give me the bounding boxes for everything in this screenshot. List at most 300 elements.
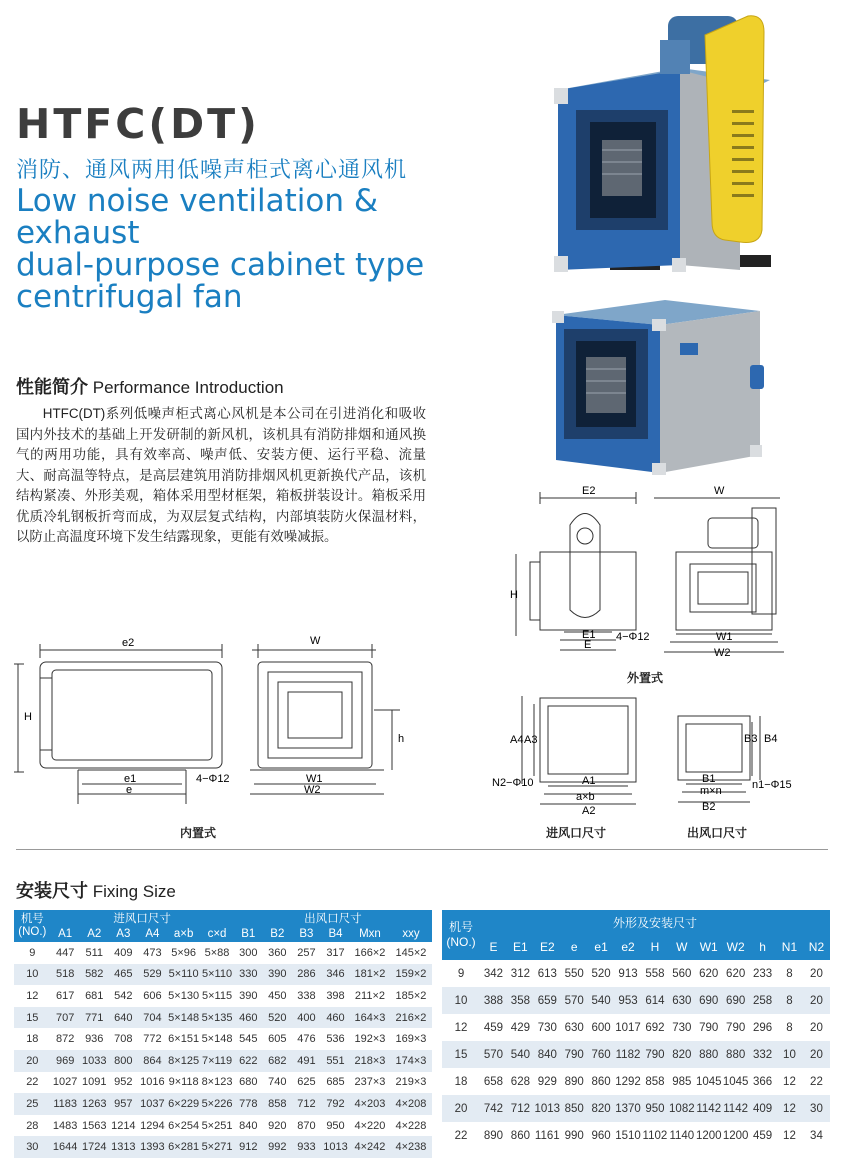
- table-cell: 30: [14, 1136, 51, 1158]
- table-row: [442, 1014, 830, 1041]
- table1-col-header: B3: [292, 926, 321, 942]
- table-cell: 22: [454, 1129, 468, 1142]
- table-cell: 20: [803, 987, 830, 1014]
- table-cell: 400: [292, 1007, 321, 1029]
- table-cell: 740: [268, 1076, 287, 1089]
- label-hole: 4−Φ12: [196, 773, 230, 785]
- table-cell: 169×3: [395, 1033, 427, 1046]
- table-row: [442, 1095, 830, 1122]
- label-A2: A2: [582, 805, 596, 817]
- table-cell: 558: [645, 967, 665, 980]
- table2-col-header: W1: [695, 934, 722, 960]
- table-cell: 520: [591, 967, 611, 980]
- label-W-ext: W: [714, 485, 725, 497]
- table2-col-header: H: [641, 934, 668, 960]
- fan-photo-2: [550, 295, 770, 480]
- table-cell: 712: [292, 1093, 321, 1115]
- table-cell: 792: [321, 1093, 350, 1115]
- table1-col-header: c×d: [200, 926, 233, 942]
- table-cell: 1140: [669, 1129, 695, 1142]
- table2-outline-group: 外形及安装尺寸: [480, 910, 830, 934]
- label-mxn: m×n: [700, 785, 722, 797]
- performance-heading: [16, 373, 284, 399]
- table-cell: 9: [457, 967, 465, 980]
- table-cell: 164×3: [350, 1007, 390, 1029]
- table-cell: 1393: [138, 1136, 167, 1158]
- table1-col-header: B4: [321, 926, 350, 942]
- table-cell: 447: [55, 946, 75, 959]
- table-cell: 409: [749, 1095, 776, 1122]
- table-cell: 8: [786, 1021, 793, 1034]
- table-row: [14, 1072, 432, 1094]
- table-cell: 872: [55, 1033, 75, 1046]
- table-cell: 9: [29, 946, 36, 959]
- label-W1-ext: W1: [716, 631, 733, 643]
- table-row: [442, 987, 830, 1014]
- table-cell: 540: [588, 987, 615, 1014]
- table-cell: 181×2: [350, 964, 390, 986]
- table-cell: 258: [749, 987, 776, 1014]
- table1-col-header: A2: [80, 926, 109, 942]
- table-cell: 620: [726, 967, 746, 980]
- table-row: [442, 960, 830, 987]
- label-E: E: [584, 639, 592, 651]
- table-cell: 957: [109, 1093, 138, 1115]
- table-cell: 985: [672, 1075, 692, 1088]
- title-cn: 消防、通风两用低噪声柜式离心通风机: [16, 157, 408, 182]
- table-cell: 520: [263, 1007, 292, 1029]
- table-cell: 9×118: [168, 1076, 199, 1089]
- table-cell: 682: [263, 1050, 292, 1072]
- table-cell: 820: [588, 1095, 615, 1122]
- table-cell: 969: [51, 1050, 80, 1072]
- table-cell: 1644: [51, 1136, 80, 1158]
- table-cell: 950: [641, 1095, 668, 1122]
- table-cell: 5×110: [167, 964, 200, 986]
- table-cell: 730: [672, 1021, 692, 1034]
- table-cell: 8×123: [201, 1076, 233, 1089]
- table-cell: 1200: [695, 1129, 722, 1142]
- table-cell: 880: [695, 1041, 722, 1068]
- table-cell: 192×3: [354, 1033, 386, 1046]
- table-cell: 890: [564, 1075, 584, 1088]
- table-cell: 5×226: [200, 1093, 233, 1115]
- table-cell: 18: [26, 1033, 39, 1046]
- table-cell: 460: [234, 1007, 263, 1029]
- table-cell: 6×151: [168, 1033, 200, 1046]
- table-cell: 790: [699, 1021, 719, 1034]
- table1-no-label-cn: 机号: [20, 913, 44, 925]
- table1-col-header: xxy: [390, 926, 432, 942]
- table-cell: 459: [752, 1129, 773, 1142]
- outlet-caption: 出风口尺寸: [687, 826, 748, 840]
- table-cell: 860: [510, 1129, 530, 1142]
- performance-heading-en: Performance Introduction: [92, 378, 284, 397]
- table-cell: 730: [537, 1021, 557, 1034]
- table-cell: 218×3: [350, 1050, 390, 1072]
- table1-col-header: a×b: [167, 926, 200, 942]
- table-cell: 640: [109, 1007, 138, 1029]
- table-cell: 630: [564, 1021, 584, 1034]
- table-cell: 992: [263, 1136, 292, 1158]
- table-cell: 15: [14, 1007, 51, 1029]
- table-cell: 1214: [111, 1119, 136, 1132]
- table-cell: 613: [537, 967, 557, 980]
- model-title: HTFC(DT): [16, 100, 260, 148]
- table-cell: 704: [138, 1007, 167, 1029]
- label-W2-ext: W2: [714, 647, 731, 659]
- table-cell: 771: [80, 1007, 109, 1029]
- table-cell: 159×2: [390, 964, 432, 986]
- table-cell: 1313: [109, 1136, 138, 1158]
- table-cell: 617: [55, 989, 75, 1002]
- table-cell: 778: [234, 1093, 263, 1115]
- table-cell: 1102: [642, 1129, 668, 1142]
- table-row: [442, 1122, 830, 1149]
- table-cell: 840: [534, 1041, 561, 1068]
- table-row: [14, 985, 432, 1007]
- table-cell: 772: [143, 1033, 162, 1046]
- table-cell: 790: [726, 1021, 746, 1034]
- table-cell: 622: [234, 1050, 263, 1072]
- table-cell: 211×2: [354, 989, 385, 1002]
- inlet-outlet-table: [14, 910, 432, 1158]
- table-cell: 398: [326, 989, 345, 1002]
- table-cell: 6×254: [168, 1119, 200, 1132]
- table-cell: 12: [783, 1129, 796, 1142]
- table-cell: 1037: [138, 1093, 167, 1115]
- table-cell: 22: [810, 1075, 823, 1088]
- table-cell: 708: [114, 1033, 133, 1046]
- table2-col-header: E1: [507, 934, 534, 960]
- table-row: [14, 1050, 432, 1072]
- table-cell: 296: [752, 1021, 773, 1034]
- label-W1: W1: [306, 773, 323, 785]
- table-cell: 630: [668, 987, 695, 1014]
- table2-no-label: (NO.): [446, 935, 476, 949]
- table-cell: 1091: [82, 1076, 107, 1089]
- external-diagram: [490, 480, 800, 665]
- table-cell: 860: [591, 1075, 611, 1088]
- label-B2: B2: [702, 801, 716, 813]
- table-cell: 4×242: [350, 1136, 390, 1158]
- table2-col-header: e2: [615, 934, 642, 960]
- table2-col-header: h: [749, 934, 776, 960]
- fixing-heading-en: Fixing Size: [92, 882, 176, 901]
- label-n1: n1−Φ15: [752, 779, 792, 791]
- table-cell: 346: [321, 964, 350, 986]
- label-A3: A3: [524, 734, 538, 746]
- table-cell: 685: [326, 1076, 345, 1089]
- table-cell: 7×119: [200, 1050, 233, 1072]
- table-cell: 338: [297, 989, 316, 1002]
- table-cell: 1027: [52, 1076, 78, 1089]
- table-cell: 15: [442, 1041, 480, 1068]
- table-cell: 1013: [534, 1095, 561, 1122]
- table-cell: 936: [85, 1033, 104, 1046]
- table-cell: 712: [507, 1095, 534, 1122]
- table-row: [14, 964, 432, 986]
- table-cell: 600: [591, 1021, 611, 1034]
- table-cell: 960: [591, 1129, 611, 1142]
- table-cell: 8×125: [167, 1050, 200, 1072]
- table-cell: 300: [239, 946, 258, 959]
- label-B1: B1: [702, 773, 716, 785]
- table-cell: 6×281: [167, 1136, 200, 1158]
- label-h: h: [398, 733, 405, 745]
- table-cell: 864: [138, 1050, 167, 1072]
- table-cell: 12: [783, 1075, 796, 1088]
- table-cell: 742: [480, 1095, 507, 1122]
- table1-col-header: B2: [263, 926, 292, 942]
- table-cell: 540: [507, 1041, 534, 1068]
- label-H: H: [24, 711, 32, 723]
- table-cell: 790: [561, 1041, 588, 1068]
- table-cell: 18: [454, 1075, 468, 1088]
- table-cell: 1292: [615, 1075, 641, 1088]
- table-cell: 1183: [51, 1093, 80, 1115]
- table-cell: 1483: [52, 1119, 78, 1132]
- internal-caption: 内置式: [180, 826, 217, 840]
- label-A1: A1: [582, 775, 596, 787]
- table-cell: 20: [803, 1041, 830, 1068]
- label-B3: B3: [744, 733, 758, 745]
- performance-heading-cn: 性能简介: [16, 377, 88, 397]
- table-cell: 690: [722, 987, 749, 1014]
- table-cell: 28: [26, 1119, 39, 1132]
- table-cell: 920: [268, 1119, 287, 1132]
- outline-table: [442, 910, 830, 1149]
- table-cell: 880: [722, 1041, 749, 1068]
- table-cell: 460: [321, 1007, 350, 1029]
- table-cell: 20: [810, 967, 823, 980]
- table-cell: 1510: [615, 1129, 641, 1142]
- table-cell: 450: [268, 989, 287, 1002]
- table-row: [14, 1007, 432, 1029]
- table1-col-header: A4: [138, 926, 167, 942]
- table-cell: 4×228: [395, 1119, 427, 1132]
- table-cell: 800: [109, 1050, 138, 1072]
- table2-no-label-cn: 机号: [449, 920, 474, 934]
- table2-col-header: N1: [776, 934, 803, 960]
- table-cell: 659: [534, 987, 561, 1014]
- label-B4: B4: [764, 733, 778, 745]
- title-en: [16, 185, 506, 313]
- table-cell: 542: [114, 989, 133, 1002]
- table-row: [14, 1115, 432, 1137]
- table-cell: 1013: [321, 1136, 350, 1158]
- table-cell: 5×148: [201, 1033, 233, 1046]
- table-cell: 317: [326, 946, 345, 959]
- table-cell: 1724: [80, 1136, 109, 1158]
- table-cell: 10: [776, 1041, 803, 1068]
- table-cell: 606: [143, 989, 162, 1002]
- internal-diagram: [14, 630, 414, 830]
- table-cell: 913: [618, 967, 638, 980]
- table1-inlet-group: 进风口尺寸: [51, 910, 234, 926]
- title-en-line: Low noise ventilation & exhaust: [16, 183, 379, 251]
- table-cell: 1294: [140, 1119, 165, 1132]
- table-cell: 4×238: [390, 1136, 432, 1158]
- table-cell: 5×148: [167, 1007, 200, 1029]
- table-cell: 614: [641, 987, 668, 1014]
- table-cell: 545: [239, 1033, 258, 1046]
- table-cell: 680: [239, 1076, 258, 1089]
- label-hole2: 4−Φ12: [616, 631, 650, 643]
- table-cell: 5×251: [201, 1119, 233, 1132]
- table-cell: 5×135: [200, 1007, 233, 1029]
- table-cell: 5×96: [171, 946, 197, 959]
- table-cell: 1017: [615, 1021, 641, 1034]
- table-cell: 551: [321, 1050, 350, 1072]
- fan-photo-1: [550, 10, 790, 280]
- table-cell: 1082: [668, 1095, 695, 1122]
- table-cell: 459: [483, 1021, 504, 1034]
- table-cell: 858: [263, 1093, 292, 1115]
- table-cell: 952: [114, 1076, 133, 1089]
- table1-outlet-group: 出风口尺寸: [234, 910, 432, 926]
- label-N2: N2−Φ10: [492, 777, 534, 789]
- table-cell: 476: [297, 1033, 316, 1046]
- table-cell: 20: [442, 1095, 480, 1122]
- table1-col-header: A1: [51, 926, 80, 942]
- table-row: [442, 1041, 830, 1068]
- table-cell: 690: [695, 987, 722, 1014]
- table-cell: 790: [641, 1041, 668, 1068]
- table-cell: 536: [326, 1033, 345, 1046]
- external-caption: 外置式: [627, 671, 664, 685]
- table1-no-label: (NO.): [18, 926, 47, 938]
- table-cell: 185×2: [395, 989, 427, 1002]
- table-cell: 330: [234, 964, 263, 986]
- table-cell: 12: [454, 1021, 468, 1034]
- table1-no-header: [14, 910, 51, 942]
- table-row: [14, 1136, 432, 1158]
- table-cell: 4×208: [390, 1093, 432, 1115]
- table2-col-header: W2: [722, 934, 749, 960]
- table-cell: 388: [480, 987, 507, 1014]
- table-cell: 953: [615, 987, 642, 1014]
- table-cell: 10: [442, 987, 480, 1014]
- table-cell: 237×3: [354, 1076, 386, 1089]
- table-cell: 550: [564, 967, 584, 980]
- table2-col-header: e: [561, 934, 588, 960]
- table-cell: 286: [292, 964, 321, 986]
- table-cell: 850: [561, 1095, 588, 1122]
- table-cell: 760: [588, 1041, 615, 1068]
- table-cell: 8: [776, 987, 803, 1014]
- table2-no-header: [442, 910, 480, 960]
- inlet-outlet-diagram: [490, 688, 810, 818]
- table1-col-header: B1: [234, 926, 263, 942]
- table-cell: 1563: [82, 1119, 107, 1132]
- table2-col-header: N2: [803, 934, 830, 960]
- table-cell: 840: [239, 1119, 258, 1132]
- table-cell: 1045: [695, 1075, 722, 1088]
- inlet-caption: 进风口尺寸: [546, 826, 607, 840]
- table-cell: 5×88: [204, 946, 230, 959]
- table-cell: 870: [297, 1119, 316, 1132]
- table-cell: 20: [810, 1021, 823, 1034]
- table-cell: 390: [263, 964, 292, 986]
- table1-col-header: A3: [109, 926, 138, 942]
- fixing-heading: [16, 877, 176, 903]
- table-cell: 366: [752, 1075, 773, 1088]
- label-E2: E2: [582, 485, 596, 497]
- table-cell: 342: [483, 967, 504, 980]
- table-cell: 10: [14, 964, 51, 986]
- label-W2: W2: [304, 784, 321, 796]
- table-cell: 933: [292, 1136, 321, 1158]
- label-H-ext: H: [510, 589, 518, 601]
- table-row: [442, 1068, 830, 1095]
- title-en-line: centrifugal fan: [16, 279, 243, 315]
- table-cell: 358: [507, 987, 534, 1014]
- table-cell: 174×3: [390, 1050, 432, 1072]
- table-cell: 570: [561, 987, 588, 1014]
- label-axb: a×b: [576, 791, 595, 803]
- table-cell: 25: [14, 1093, 51, 1115]
- table-cell: 582: [80, 964, 109, 986]
- table-cell: 858: [645, 1075, 665, 1088]
- table-cell: 529: [138, 964, 167, 986]
- performance-body: HTFC(DT)系列低噪声柜式离心风机是本公司在引进消化和吸收国内外技术的基础上开发研制的新风机，该机具有消防排烟和通风换气的两用功能，具有效率高、噪声低、安装方便、运行平稳、流量大、耐高温等特点，是高层建筑用消防排烟风机更新换代产品，该机结构紧凑、外形美观，箱体采用型材框架，箱板拼装设计。箱板采用优质冷轧钢板折弯而成，为双层复式结构，内部填装防火保温材料，以防止高温度环境下发生结露现象，更能有效噪减振。: [16, 406, 426, 544]
- table-cell: 12: [26, 989, 39, 1002]
- table-cell: 605: [268, 1033, 287, 1046]
- table-cell: 233: [752, 967, 773, 980]
- table-cell: 570: [480, 1041, 507, 1068]
- table2-col-header: E2: [534, 934, 561, 960]
- table-cell: 912: [234, 1136, 263, 1158]
- table-cell: 1045: [722, 1075, 749, 1088]
- table-cell: 491: [292, 1050, 321, 1072]
- table-cell: 5×130: [168, 989, 200, 1002]
- label-e1: e1: [124, 773, 137, 785]
- fixing-heading-cn: 安装尺寸: [16, 881, 88, 901]
- table-cell: 257: [297, 946, 316, 959]
- table-cell: 950: [326, 1119, 345, 1132]
- table-cell: 34: [810, 1129, 823, 1142]
- table-cell: 6×229: [167, 1093, 200, 1115]
- table-cell: 429: [510, 1021, 530, 1034]
- table-cell: 681: [85, 989, 104, 1002]
- table-cell: 1142: [722, 1095, 749, 1122]
- table-cell: 628: [510, 1075, 530, 1088]
- table-cell: 518: [51, 964, 80, 986]
- table-cell: 12: [776, 1095, 803, 1122]
- table-cell: 560: [672, 967, 692, 980]
- table-cell: 658: [483, 1075, 504, 1088]
- table-cell: 1161: [534, 1129, 560, 1142]
- table-cell: 1033: [80, 1050, 109, 1072]
- table-cell: 929: [537, 1075, 557, 1088]
- table-cell: 890: [483, 1129, 504, 1142]
- table-cell: 5×110: [200, 964, 233, 986]
- table-cell: 1016: [140, 1076, 165, 1089]
- table-cell: 22: [26, 1076, 39, 1089]
- table-cell: 216×2: [390, 1007, 432, 1029]
- label-e2: e2: [122, 637, 135, 649]
- table-row: [14, 1028, 432, 1050]
- table-cell: 390: [239, 989, 258, 1002]
- table-cell: 990: [564, 1129, 584, 1142]
- table-cell: 620: [699, 967, 719, 980]
- table-cell: 30: [803, 1095, 830, 1122]
- label-W: W: [310, 635, 321, 647]
- table-cell: 4×203: [350, 1093, 390, 1115]
- table-row: [14, 1093, 432, 1115]
- table2-col-header: W: [668, 934, 695, 960]
